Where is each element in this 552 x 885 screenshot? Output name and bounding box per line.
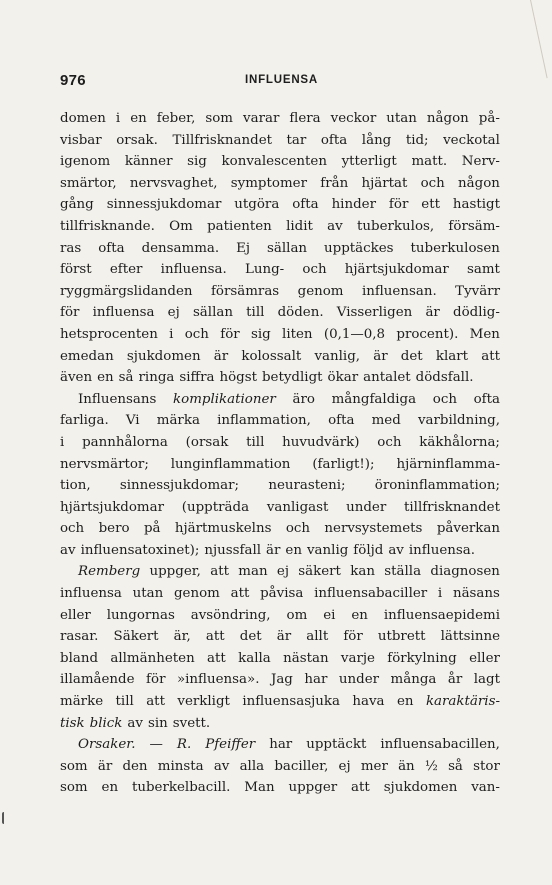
text-line: farliga. Vi märka inflammation, ofta med varbildning, (60, 413, 500, 429)
text-line: visbar orsak. Tillfrisknandet tar ofta lång tid; veckotal (60, 132, 500, 148)
text-line: domen i en feber, som varar flera veckor utan någon på- (60, 111, 500, 126)
page-edge-mark (2, 812, 9, 824)
page-number: 976 (60, 72, 86, 89)
text-line: igenom känner sig konvalescenten ytterligt matt. Nerv- (60, 154, 500, 170)
text-line: för influensa ej sällan till döden. Visserligen är dödlig- (60, 305, 500, 321)
text-line: ryggmärgslidanden försämras genom influensan. Tyvärr (60, 283, 500, 299)
text-line: märke till att verkligt influensasjuka hava en karaktäris- (60, 694, 500, 710)
text-line: hjärtsjukdomar (uppträda vanligast under tillfrisknandet (60, 499, 500, 515)
text-line: tisk blick av sin svett. (60, 715, 211, 731)
text-line: rasar. Säkert är, att det är allt för utbrett lättsinne (60, 629, 500, 645)
text-line: i pannhålorna (orsak till huvudvärk) och käkhålorna; (60, 434, 500, 450)
running-title: INFLUENSA (245, 74, 319, 86)
text-line: gång sinnessjukdomar utgöra ofta hinder för ett hastigt (60, 197, 500, 213)
text-line: Orsaker. — R. Pfeiffer har upptäckt influensabacillen, (78, 737, 500, 753)
text-line: tillfrisknande. Om patienten lidit av tuberkulos, försäm- (60, 218, 500, 234)
text-line: nervsmärtor; lunginflammation (farligt!); hjärninflamma- (60, 456, 500, 472)
text-line: tion, sinnessjukdomar; neurasteni; öroninflammation; (60, 478, 500, 494)
text-line: hetsprocenten i och för sig liten (0,1—0,8 procent). Men (60, 326, 500, 342)
text-line: eller lungornas avsöndring, om ei en influensaepidemi (60, 607, 500, 623)
text-line: även en så ringa siffra högst betydligt ökar antalet dödsfall. (60, 370, 474, 386)
text-line: emedan sjukdomen är kolossalt vanlig, är det klart att (60, 348, 500, 364)
text-line: först efter influensa. Lung- och hjärtsjukdomar samt (60, 262, 500, 278)
page-header (60, 72, 510, 94)
text-line: illamående för »influensa». Jag har under många år lagt (60, 672, 500, 688)
text-line: bland allmänheten att kalla nästan varje förkylning eller (60, 650, 500, 666)
text-line: influensa utan genom att påvisa influensabaciller i näsans (60, 586, 500, 602)
body-text (60, 108, 500, 799)
text-line: och bero på hjärtmuskelns och nervsystemets påverkan (60, 521, 500, 537)
text-line: som en tuberkelbacill. Man uppger att sjukdomen van- (60, 780, 500, 796)
page-corner-mark (530, 0, 548, 78)
text-line: som är den minsta av alla baciller, ej mer än ½ så stor (60, 758, 500, 774)
text-line: Influensans komplikationer äro mångfaldiga och ofta (78, 391, 500, 407)
text-line: Remberg uppger, att man ej säkert kan ställa diagnosen (78, 564, 500, 580)
text-line: av influensatoxinet); njussfall är en vanlig följd av influensa. (60, 542, 476, 558)
text-line: ras ofta densamma. Ej sällan upptäckes tuberkulosen (60, 240, 500, 256)
text-line: smärtor, nervsvaghet, symptomer från hjärtat och någon (60, 175, 500, 191)
